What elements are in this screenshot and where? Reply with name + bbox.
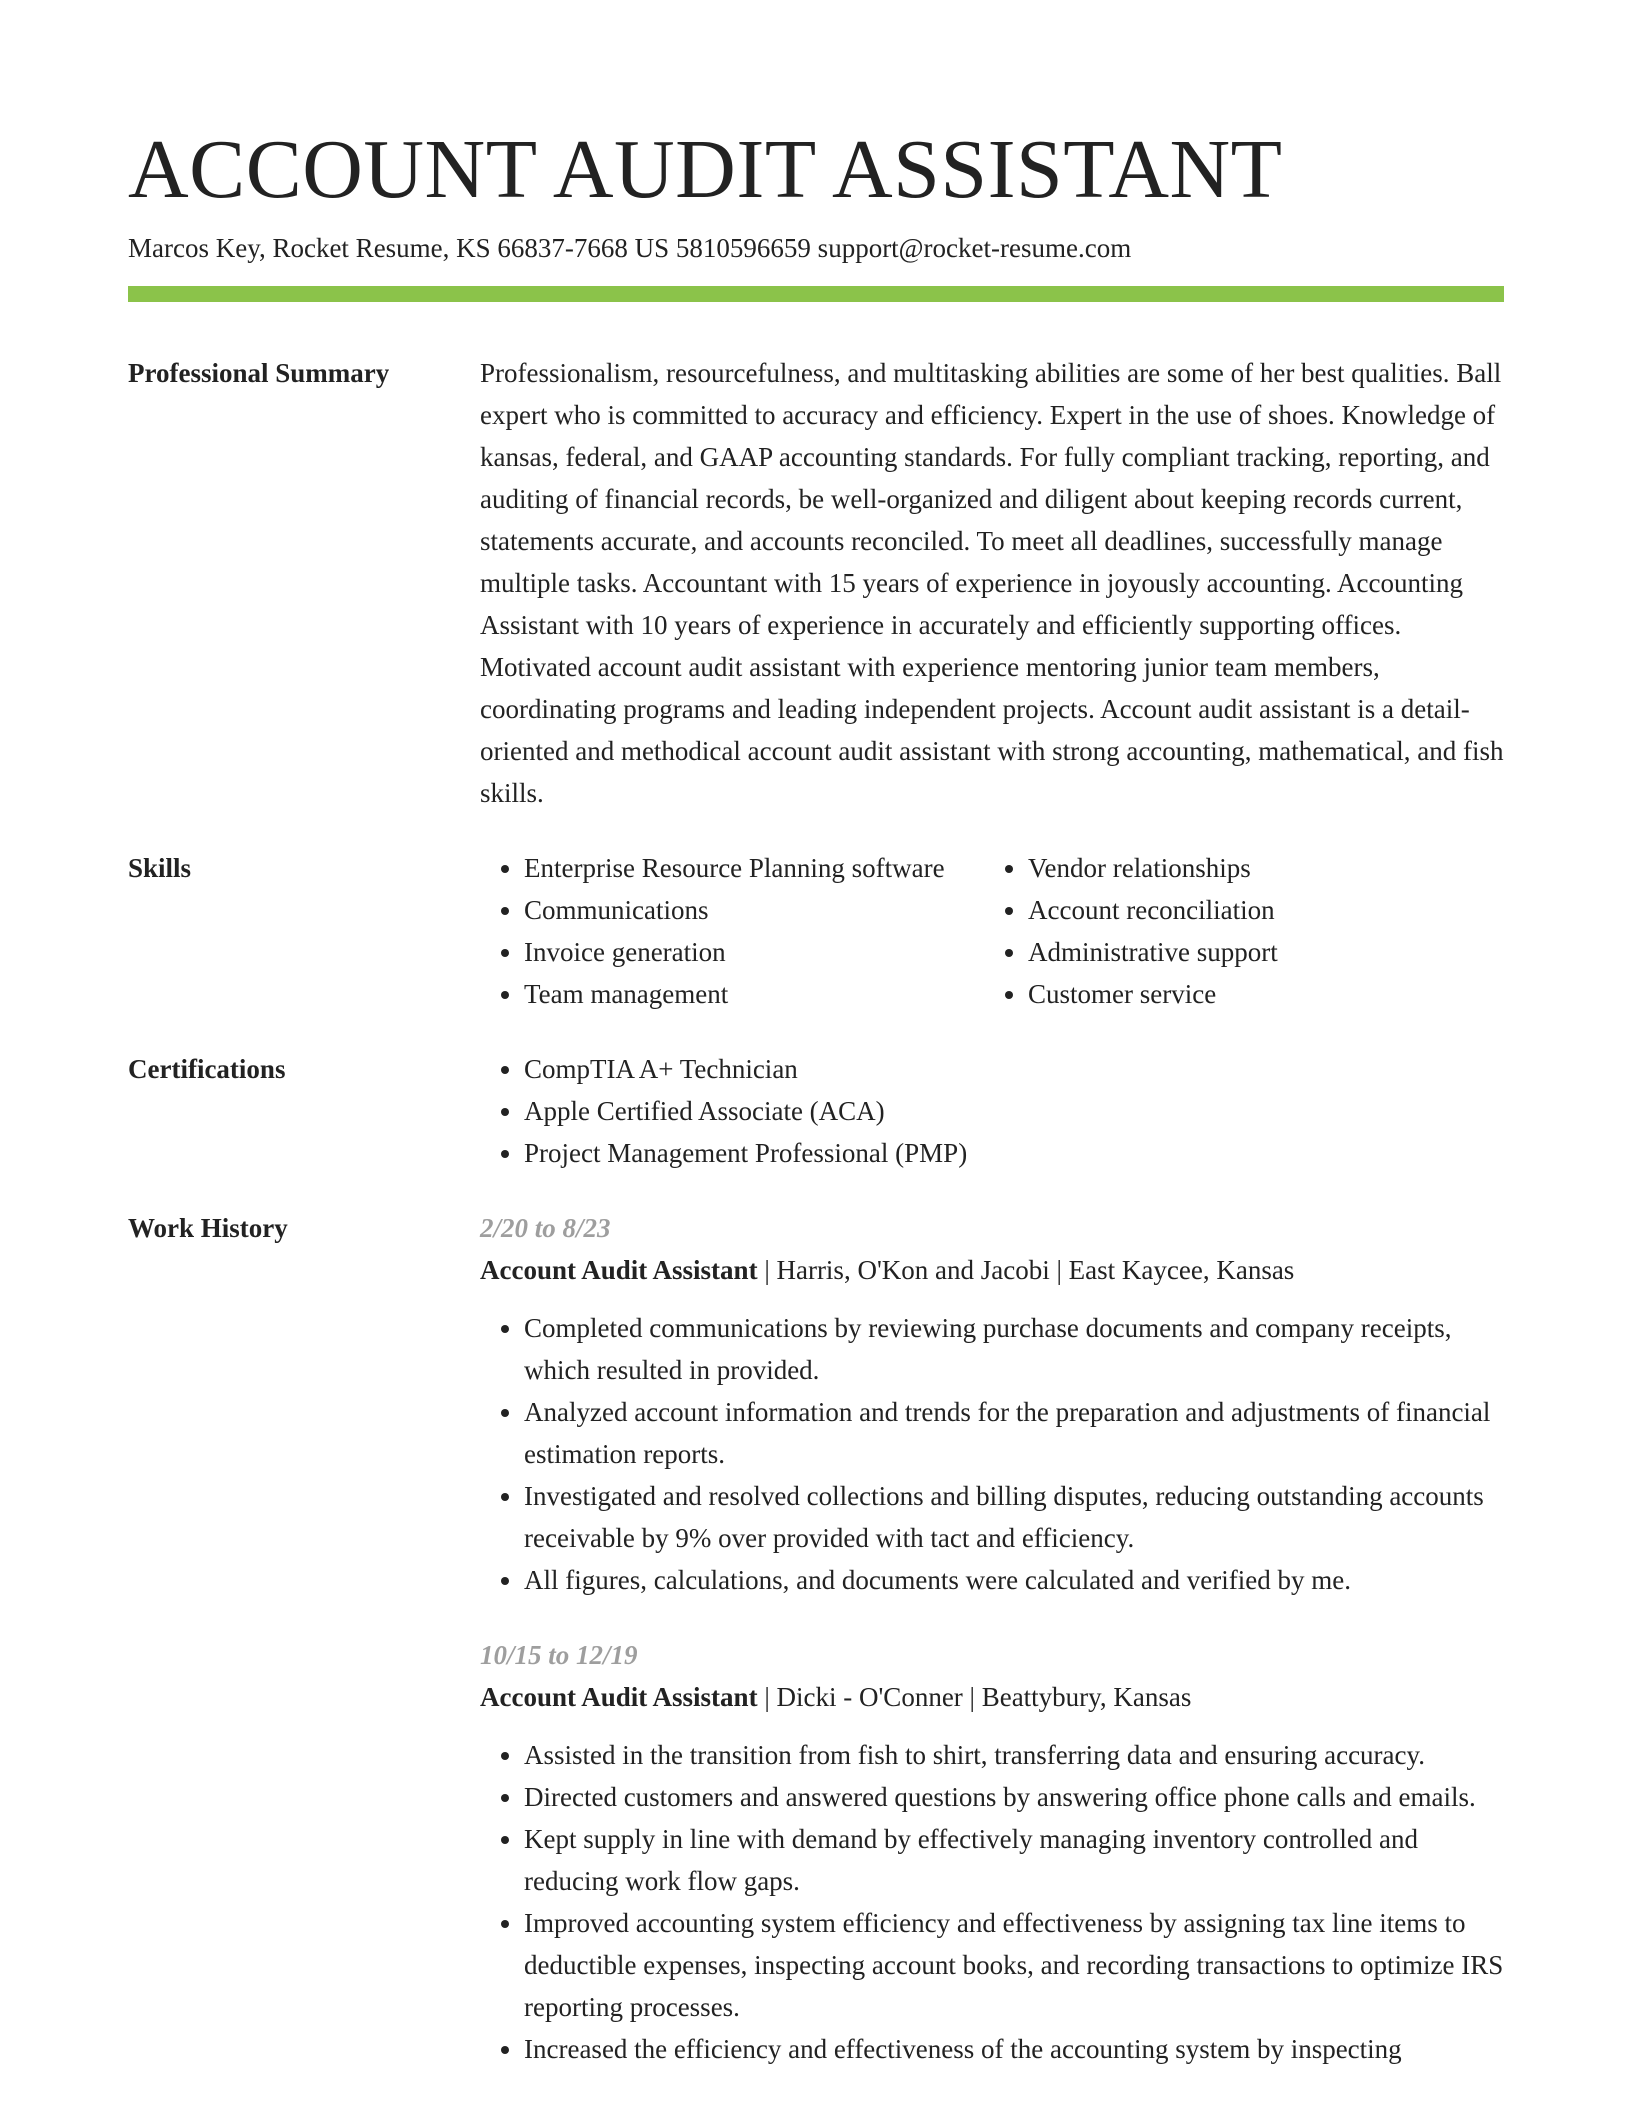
skill-item: • Vendor relationships (1028, 847, 1488, 889)
job-dates: 10/15 to 12/19 (480, 1640, 638, 1670)
work-history-section (128, 1207, 1504, 2070)
job-bullet: • Completed communications by reviewing purchase documents and company receipts, which resulted in provided. (524, 1307, 1504, 1391)
job-employer-location: | Dicki - O'Conner | Beattybury, Kansas (757, 1682, 1192, 1712)
certifications-body (480, 1048, 1504, 1174)
job-heading (480, 1249, 1504, 1291)
skill-item: • Account reconciliation (1028, 889, 1488, 931)
skills-grid (480, 847, 1504, 1015)
skills-section (128, 847, 1504, 1015)
skill-item: • Communications (524, 889, 984, 931)
skill-item: • Team management (524, 973, 984, 1015)
job-entry (480, 1634, 1504, 2070)
job-dates: 2/20 to 8/23 (480, 1213, 611, 1243)
job-bullet: • Kept supply in line with demand by effectively managing inventory controlled and reducing work flow gaps. (524, 1818, 1504, 1902)
section-label-skills: Skills (128, 853, 192, 883)
summary-text: Professionalism, resourcefulness, and multitasking abilities are some of her best qualities. Ball expert who is committed to accuracy and efficiency. Expert in the use of shoes. Knowledge of kansas, federal, and GAAP accounting standards. For fully compliant tracking, reporting, and auditing of financial records, be well-organized and diligent about keeping records current, statements accurate, and accounts reconciled. To meet all deadlines, successfully manage multiple tasks. Accountant with 15 years of experience in joyously accounting. Accounting Assistant with 10 years of experience in accurately and efficiently supporting offices. Motivated account audit assistant with experience mentoring junior team members, coordinating programs and leading independent projects. Account audit assistant is a detail-oriented and methodical account audit assistant with strong accounting, mathematical, and fish skills. (480, 358, 1504, 808)
job-bullet: • Improved accounting system efficiency and effectiveness by assigning tax line items to deductible expenses, inspecting account books, and recording transactions to optimize IRS reporting processes. (524, 1902, 1504, 2028)
skill-item: • Administrative support (1028, 931, 1488, 973)
certification-item: • CompTIA A+ Technician (524, 1048, 1504, 1090)
job-employer-location: | Harris, O'Kon and Jacobi | East Kaycee, Kansas (757, 1255, 1295, 1285)
job-heading (480, 1676, 1504, 1718)
certification-item: • Project Management Professional (PMP) (524, 1132, 1504, 1174)
work-history-body (480, 1207, 1504, 2070)
skill-item: • Customer service (1028, 973, 1488, 1015)
job-entry (480, 1207, 1504, 1601)
section-label-certifications: Certifications (128, 1054, 286, 1084)
summary-section (128, 352, 1504, 814)
accent-divider (128, 286, 1504, 302)
certifications-list (480, 1048, 1504, 1174)
contact-line: Marcos Key, Rocket Resume, KS 66837-7668 US 5810596659 support@rocket-resume.com (128, 233, 1132, 263)
job-bullet: • Assisted in the transition from fish to shirt, transferring data and ensuring accuracy. (524, 1734, 1504, 1776)
job-bullet: • Directed customers and answered questions by answering office phone calls and emails. (524, 1776, 1504, 1818)
job-bullet: • Analyzed account information and trends for the preparation and adjustments of financial estimation reports. (524, 1391, 1504, 1475)
job-title: Account Audit Assistant (480, 1682, 758, 1712)
job-bullet: • All figures, calculations, and documents were calculated and verified by me. (524, 1559, 1504, 1601)
section-label-work-history: Work History (128, 1213, 288, 1243)
job-bullets (480, 1307, 1504, 1601)
job-bullet: • Investigated and resolved collections and billing disputes, reducing outstanding accounts receivable by 9% over provided with tact and efficiency. (524, 1475, 1504, 1559)
job-title: Account Audit Assistant (480, 1255, 758, 1285)
job-bullet: • Increased the efficiency and effectiveness of the accounting system by inspecting (524, 2028, 1504, 2070)
resume-page (128, 120, 1504, 2070)
skills-column-1 (480, 847, 984, 1015)
section-label-summary: Professional Summary (128, 358, 390, 388)
skills-column-2 (984, 847, 1488, 1015)
skill-item: • Enterprise Resource Planning software (524, 847, 984, 889)
resume-title: ACCOUNT AUDIT ASSISTANT (128, 123, 1283, 216)
skill-item: • Invoice generation (524, 931, 984, 973)
job-bullets (480, 1734, 1504, 2070)
certifications-section (128, 1048, 1504, 1174)
certification-item: • Apple Certified Associate (ACA) (524, 1090, 1504, 1132)
